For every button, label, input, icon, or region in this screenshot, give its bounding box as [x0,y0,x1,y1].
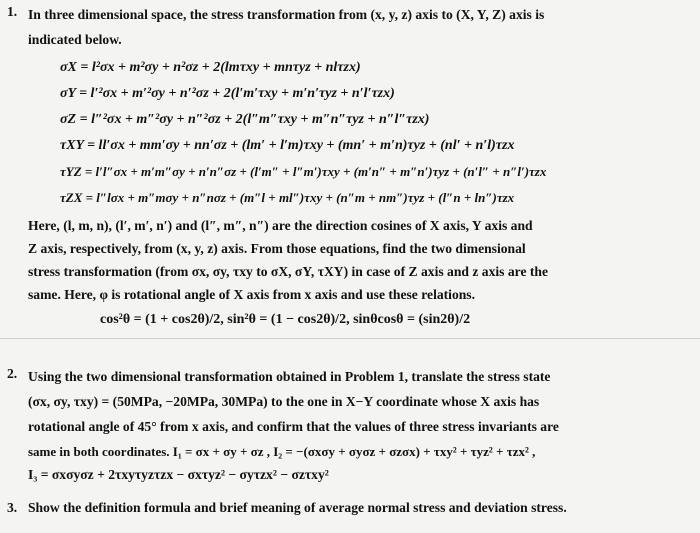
problem-2-line-5: I₃ = σxσyσz + 2τxyτyzτzx − σxτyz² − σyτzx² − σzτxy² [28,467,329,482]
problem-1-body-line-2: Z axis, respectively, from (x, y, z) axis. From those equations, find the two dimensional [28,241,526,256]
problem-1-body-line-3: stress transformation (from σx, σy, τxy to σX, σY, τXY) in case of Z axis and z axis are the [28,264,548,279]
problem-1-number: 1. [7,4,18,19]
trig-relations: cos²θ = (1 + cos2θ)/2, sin²θ = (1 − cos2θ)/2, sinθcosθ = (sin2θ)/2 [100,312,471,327]
equation-sigma-Z: σZ = l″²σx + m″²σy + n″²σz + 2(l″m″τxy + m″n″τyz + n″l″τzx) [60,112,430,127]
problem-2-number: 2. [7,366,18,381]
problem-2-line-3: rotational angle of 45° from x axis, and confirm that the values of three stress invariants are [28,419,559,434]
equation-tau-ZX: τZX = l″lσx + m″mσy + n″nσz + (m″l + ml″)τxy + (n″m + nm″)τyz + (l″n + ln″)τzx [60,190,515,205]
problem-1-intro-line-1: In three dimensional space, the stress transformation from (x, y, z) axis to (X, Y, Z) axis is [28,7,545,22]
problem-1-body-line-1: Here, (l, m, n), (l′, m′, n′) and (l″, m″, n″) are the direction cosines of X axis, Y axis and [28,218,533,233]
problem-3-number: 3. [7,500,18,515]
equation-sigma-Y: σY = l′²σx + m′²σy + n′²σz + 2(l′m′τxy + m′n′τyz + n′l′τzx) [60,86,395,101]
problem-1-body-line-4: same. Here, φ is rotational angle of X axis from x axis and use these relations. [28,287,475,302]
problem-2-line-4: same in both coordinates. I₁ = σx + σy + σz , I₂ = −(σxσy + σyσz + σzσx) + τxy² + τyz² + τzx² , [28,444,536,459]
section-divider [0,338,700,339]
problem-2-line-2: (σx, σy, τxy) = (50MPa, −20MPa, 30MPa) to the one in X−Y coordinate whose X axis has [28,394,540,409]
equation-tau-XY: τXY = ll′σx + mm′σy + nn′σz + (lm′ + l′m)τxy + (mn′ + m′n)τyz + (nl′ + n′l)τzx [60,138,515,153]
equation-sigma-X: σX = l²σx + m²σy + n²σz + 2(lmτxy + mnτyz + nlτzx) [60,60,361,75]
problem-2-line-1: Using the two dimensional transformation obtained in Problem 1, translate the stress state [28,369,551,384]
problem-3-text: Show the definition formula and brief meaning of average normal stress and deviation stress. [28,500,567,515]
problem-1-intro-line-2: indicated below. [28,32,122,47]
equation-tau-YZ: τYZ = l′l″σx + m′m″σy + n′n″σz + (l′m″ + l″m′)τxy + (m′n″ + m″n′)τyz + (n′l″ + n″l′)τzx [60,164,547,179]
